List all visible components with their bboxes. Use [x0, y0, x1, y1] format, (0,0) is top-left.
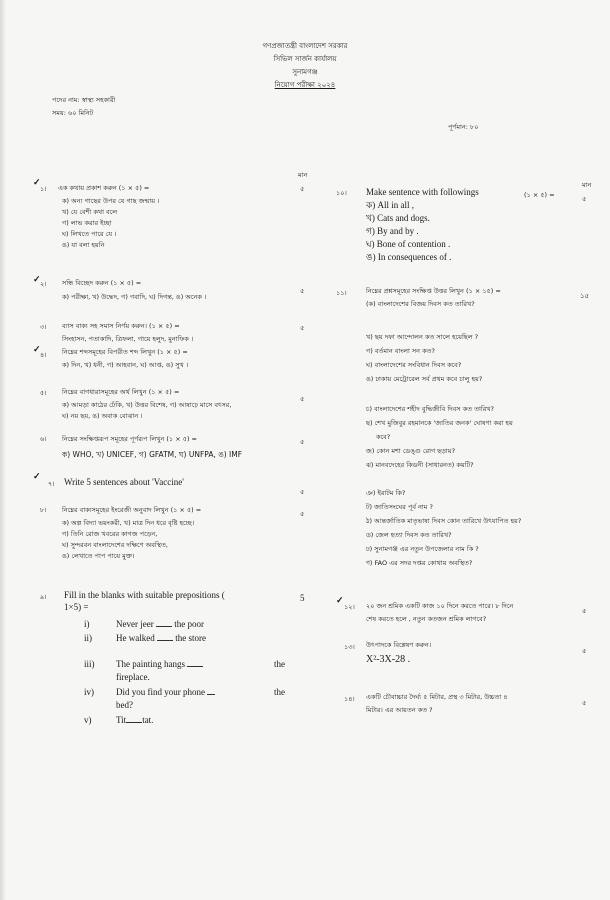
q13-mark: ৫	[582, 647, 587, 655]
q2-number: ২।	[40, 280, 47, 288]
q5-item: ঘ) নয় ছয়, ঙ) অবাক বোঝান ।	[62, 412, 143, 420]
q11-items-group3	[366, 486, 521, 570]
q11-item: জ) কোন মশা ডেঙ্গু রোগ ছড়ায়?	[366, 447, 456, 455]
q3-number: ৩।	[40, 323, 47, 331]
q13-expression: X²-3X-28 .	[366, 654, 411, 665]
q9-mark: 5	[300, 593, 305, 603]
post-name: পদের নাম: স্বাস্থ্য সহকারী	[52, 96, 116, 104]
q11-item: ঢ) সুনামগঞ্জ এর নতুন উপজেলার নাম কি ?	[366, 545, 479, 553]
q12-text: শেষ করতে হলে , নতুন কতজন শ্রমিক লাগবে?	[366, 615, 487, 623]
q8-item: ঘ) সুন্দরবন বাংলাদেশের দক্ষিণে অবস্থিত,	[62, 541, 168, 549]
q8-items	[62, 518, 194, 562]
blank-text: Never jeer	[116, 619, 154, 629]
q7-number: ৭।	[48, 480, 55, 488]
q3-title: ব্যাস বাক্য সহ সমাস নির্ণয় করুন। (১ × ৫) =	[62, 322, 180, 330]
q12-mark: ৫	[582, 607, 587, 615]
q1-item: ঘ) লিখতে পারে যে ।	[62, 230, 117, 238]
blank-text: fireplace.	[116, 672, 150, 682]
header-exam: নিয়োগ পরীক্ষা ২০২৪	[274, 81, 336, 89]
q8-title: নিম্নের বাক্যসমূহের ইংরেজী অনুবাদ লিখুন (১ × ৫) =	[62, 506, 202, 514]
blank-text: The painting hangs	[116, 659, 185, 669]
roman-numeral: v)	[84, 715, 92, 725]
check-mark-icon: ✓	[33, 178, 41, 188]
q11-item: ঞ) ইরাটম কি?	[366, 489, 406, 497]
q11-item: কবে?	[376, 433, 391, 441]
q13-number: ১৩।	[344, 643, 355, 651]
q8-item: ঙ) লেখাতে পাপ পায়ে মুক্ত।	[62, 552, 135, 560]
q11-item: ঙ) ঢাকায় মেট্রোরেল সর্ব প্রথম কবে চালু হয়?	[366, 375, 483, 383]
q5-item: ক) আমড়া কাঠের ঢেঁকি, খ) উত্তর বিশেষ, গ) আষাঢ়ে মাসে বৎসর,	[62, 401, 232, 409]
q3-item: সিংহাসন, পতাকাদি, ত্রিফলা, গায়ে হলুদ, মুনাফিক ।	[62, 335, 194, 343]
blank-line	[156, 619, 172, 627]
q11-item: ঝ) মানবদেহের কিডনী (সাধারনত) কয়টি?	[366, 461, 474, 469]
q10-mark: ৫	[582, 195, 587, 203]
q11-item: গ) বর্তমান বাংলা সন কত?	[366, 347, 436, 355]
blank-line	[157, 633, 173, 641]
q10-item: ঘ) Bone of contention .	[366, 239, 451, 249]
q7-mark: ৫	[300, 488, 305, 496]
roman-numeral: i)	[84, 619, 90, 629]
q10-title: Make sentence with followings	[366, 187, 479, 197]
q11-item: খ) ছয় দফা আন্দোলন কত সালে হয়েছিল ?	[366, 333, 479, 341]
blank-text: the	[274, 659, 285, 669]
blank-line	[126, 715, 142, 723]
q9-items	[84, 618, 299, 728]
q10-item: খ) Cats and dogs.	[366, 213, 430, 223]
q1-item: ঙ) যা বলা হয়নি	[62, 241, 105, 249]
q2-mark: ৫	[300, 287, 305, 295]
roman-numeral: iv)	[84, 687, 94, 697]
blank-text: He walked	[116, 633, 155, 643]
q2-item: ক) পরীক্ষা, খ) উদ্ধেদ, গ) গবাদি, ঘ) দিগন্ত, ঙ) অনেক ।	[62, 293, 207, 301]
q3-mark: ৫	[300, 324, 305, 332]
header-district: সুনামগঞ্জ	[292, 68, 318, 76]
blank-text: the	[274, 687, 285, 697]
q1-item: গ) লাভ করার ইচ্ছা	[62, 219, 112, 227]
q8-number: ৮।	[40, 506, 47, 514]
exam-header	[0, 40, 610, 92]
exam-time: সময়: ৬০ মিনিট	[52, 109, 94, 117]
q12-number: ১২।	[344, 603, 355, 611]
q9-number: ৯।	[40, 593, 47, 601]
q5-title: নিম্নের বাগধারাসমূহের অর্থ লিখুন (১ × ৫) =	[62, 388, 180, 396]
q10-number: ১০।	[336, 189, 347, 197]
q5-number: ৫।	[40, 389, 47, 397]
q12-text: ২০ জন শ্রমিক একটি কাজ ১০ দিনে করতে পারে। ৮ দিনে	[366, 602, 514, 610]
fill-blank-item	[84, 618, 299, 632]
q11-mark: ১৫	[580, 292, 590, 300]
q8-item: ক) অল্প বিদ্যা ভয়ংকরী, খ) মাত্র দিন ধরে বৃষ্টি হচ্ছে।	[62, 519, 195, 527]
q11-item: ড) জেল হত্যা দিবস কত তারিখ?	[366, 531, 452, 539]
q11-item: ণ) FAO এর সদর দপ্তর কোথায় অবস্থিত?	[366, 559, 473, 567]
check-mark-icon: ✓	[33, 472, 41, 482]
q14-number: ১৪।	[344, 695, 355, 703]
q11-items-group2	[366, 402, 513, 472]
q14-mark: ৫	[582, 699, 587, 707]
q4-item: ক) দিন, খ) ধনী, গ) আহবান, ঘ) আপ্ত, ঙ) সুখ ।	[62, 361, 189, 369]
fill-blank-item	[84, 658, 299, 686]
q13-title: উৎপাদকে বিশ্লেষণ করুন।	[366, 641, 432, 649]
blank-line	[207, 687, 215, 695]
q9-title-cont: 1×5) =	[64, 602, 89, 612]
q6-item: ক) WHO, খ) UNICEF, গ) GFATM, ঘ) UNFPA, ঙ) IMF	[62, 450, 243, 459]
q14-text: মিটার। এর আয়তন কত ?	[366, 706, 433, 714]
mark-column-header-left: মান	[298, 171, 308, 179]
q4-number: ৪।	[40, 351, 47, 359]
header-govt: গণপ্রজাতন্ত্রী বাংলাদেশ সরকার	[262, 42, 348, 50]
blank-line	[187, 659, 203, 667]
roman-numeral: iii)	[84, 659, 95, 669]
header-office: সিভিল সার্জন কার্যালয়	[273, 55, 337, 63]
q11-number: ১১।	[336, 289, 347, 297]
q11-item: ট) জাতিসংঘের পূর্ব নাম ?	[366, 503, 433, 511]
q10-sub: (১ × ৫) =	[524, 191, 555, 199]
q1-number: ১।	[40, 185, 47, 193]
fill-blank-item	[84, 632, 299, 658]
blank-text: tat.	[142, 715, 154, 725]
q5-items	[62, 400, 231, 422]
q1-mark: ৫	[300, 185, 305, 193]
check-mark-icon: ✓	[33, 275, 41, 285]
mark-column-header-right: মান	[582, 181, 592, 189]
q9-title: Fill in the blanks with suitable prepositions (	[64, 590, 225, 600]
blank-text: Did you find your phone	[116, 687, 205, 697]
check-mark-icon: ✓	[336, 596, 344, 606]
q1-item: ক) অন্য গাছের উপর যে গাছ জন্মায় ।	[62, 197, 160, 205]
q8-item: গ) তিনি রোজ খবরের কাগজ পড়েন,	[62, 530, 158, 538]
q2-title: সন্ধি বিচ্ছেদ করুন (১ × ৫) =	[62, 279, 142, 287]
q10-item: ক) All in all ,	[366, 200, 415, 210]
blank-text: the store	[175, 633, 206, 643]
q6-number: ৬।	[40, 435, 47, 443]
q1-items	[62, 196, 160, 251]
q11-title: নিম্নের প্রশ্নসমূহের সংক্ষিপ্ত উত্তর লিখুন (১ × ১৫) =	[366, 287, 501, 295]
page-edge-shadow	[0, 0, 6, 900]
q14-text: একটি চৌবাচ্চার দৈর্ঘ্য ৫ মিটার, প্রস্থ ৩ মিটার, উচ্চতা ৪	[366, 693, 508, 701]
q11-item: চ) বাংলাদেশের শহীদ বুদ্ধিজীবি দিবস কত তারিখ?	[366, 405, 494, 413]
full-marks: পূর্ণমান: ৮০	[448, 123, 479, 131]
blank-text: bed?	[116, 700, 133, 710]
q10-items	[366, 199, 451, 264]
q6-title: নিম্নের সংক্ষিপ্তরূপ সমূহের পূর্ণরূপ লিখুন (১ × ৫) =	[62, 435, 197, 443]
fill-blank-item	[84, 686, 299, 714]
q5-mark: ৫	[300, 395, 305, 403]
blank-text: the poor	[174, 619, 204, 629]
q10-item: ঙ) In consequences of .	[366, 252, 452, 262]
q11-item: ছ) শেখ মুজিবুর রহমানকে 'জাতির জনক' ঘোষণা করা হয়	[366, 419, 513, 427]
roman-numeral: ii)	[84, 633, 92, 643]
q11-items-group1	[366, 330, 482, 386]
blank-text: Tit	[116, 715, 127, 725]
q10-item: গ) By and by .	[366, 226, 419, 236]
q11-item: ঘ) বাংলাদেশের সংবিধান দিবস কবে?	[366, 361, 462, 369]
q6-mark: ৫	[300, 438, 305, 446]
fill-blank-item	[84, 714, 299, 728]
q1-item: খ) যে বেশী কথা বলে	[62, 208, 118, 216]
q8-mark: ৫	[300, 510, 305, 518]
q4-title: নিম্নের শব্দসমূহের বিপরীত শব্দ লিখুন (১ × ৫) =	[62, 348, 188, 356]
q7-title: Write 5 sentences about 'Vaccine'	[64, 477, 184, 487]
check-mark-icon: ✓	[33, 345, 41, 355]
q11-item: (ক) বাংলাদেশের বিজয় দিবস কত তারিখ?	[366, 300, 475, 308]
q11-item: ঠ) আন্তর্জাতিক মাতৃভাষা দিবস কোন তারিখে উৎযাপিত হয়?	[366, 517, 522, 525]
q1-title: এক কথায় প্রকাশ করুন (১ × ৫) =	[58, 184, 150, 192]
